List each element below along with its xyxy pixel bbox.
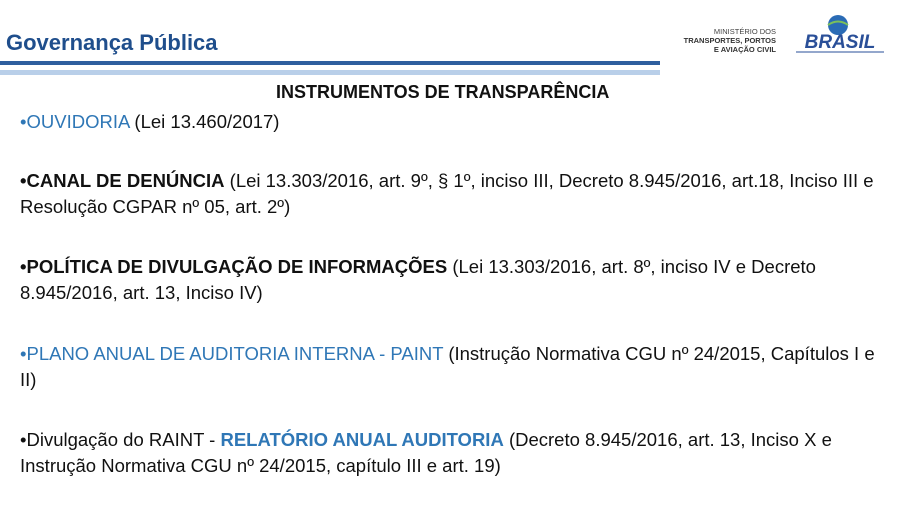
- bullet: •: [20, 429, 27, 450]
- ministry-line-3: E AVIAÇÃO CIVIL: [713, 45, 776, 54]
- brasil-logo: [790, 12, 890, 56]
- bullet: •: [20, 111, 27, 132]
- ministry-line-1: MINISTÉRIO DOS: [713, 27, 776, 36]
- bullet: •: [20, 256, 27, 277]
- item-highlight: OUVIDORIA: [26, 111, 130, 132]
- ministry-line-2: TRANSPORTES, PORTOS: [683, 36, 776, 45]
- list-item-raint: [20, 427, 890, 479]
- bullet: •: [20, 343, 27, 364]
- item-text: (Lei 13.303/2016, art. 9º, § 1º, inciso III, Decreto 8.945/2016, art.18, Inciso III e Resolução CGPAR nº 05, art. 2º): [20, 170, 874, 217]
- section-title: INSTRUMENTOS DE TRANSPARÊNCIA: [276, 82, 610, 102]
- brasil-logo-text: BRASIL: [804, 32, 876, 53]
- list-item-politica-divulgacao: [20, 254, 890, 306]
- list-item-ouvidoria: [20, 109, 890, 135]
- header-rule-light: [0, 70, 660, 75]
- bullet: •: [20, 170, 27, 191]
- item-text: (Lei 13.303/2016, art. 8º, inciso IV e Decreto 8.945/2016, art. 13, Inciso IV): [20, 256, 816, 303]
- item-prefix: Divulgação do RAINT -: [26, 429, 221, 450]
- list-item-canal-denuncia: [20, 168, 890, 220]
- item-text: (Decreto 8.945/2016, art. 13, Inciso X e Instrução Normativa CGU nº 24/2015, capítulo III e art. 19): [20, 429, 832, 476]
- item-highlight: PLANO ANUAL DE AUDITORIA INTERNA - PAINT: [26, 343, 444, 364]
- item-highlight: POLÍTICA DE DIVULGAÇÃO DE INFORMAÇÕES: [26, 256, 448, 277]
- item-highlight: RELATÓRIO ANUAL AUDITORIA: [220, 429, 504, 450]
- page-title: Governança Pública: [6, 30, 218, 55]
- item-text: (Instrução Normativa CGU nº 24/2015, Capítulos I e II): [20, 343, 875, 390]
- ministry-logo: [676, 26, 778, 54]
- list-item-paint: [20, 341, 890, 393]
- item-highlight: CANAL DE DENÚNCIA: [26, 170, 225, 191]
- header-rule: [0, 61, 660, 65]
- item-text: (Lei 13.460/2017): [129, 111, 280, 132]
